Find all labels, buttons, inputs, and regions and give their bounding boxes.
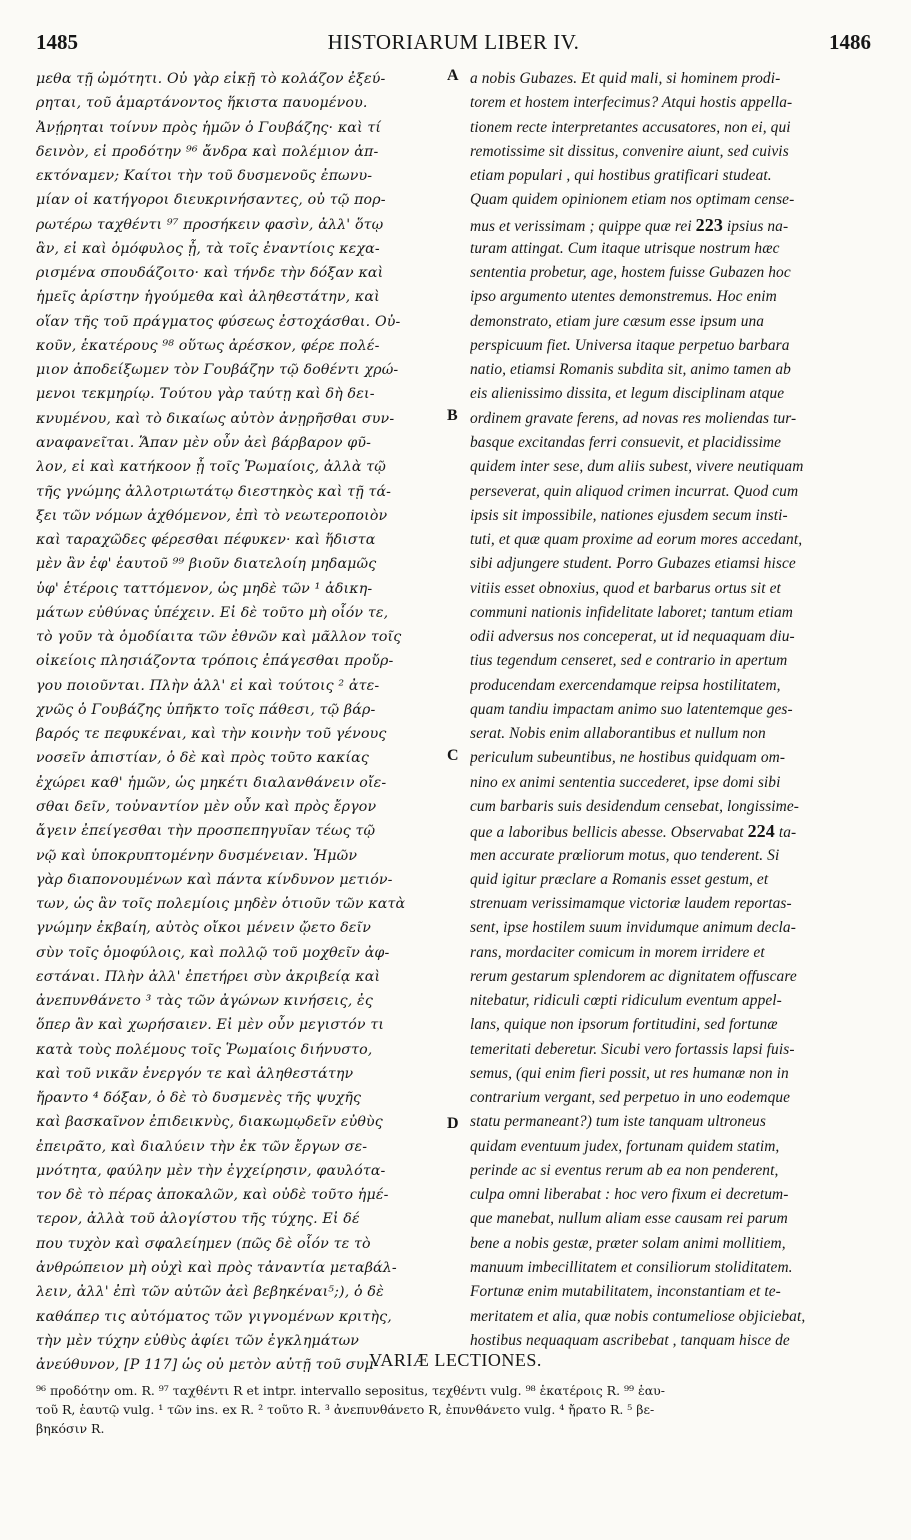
greek-line: κατὰ τοὺς πολέμους τοῖς Ῥωμαίοις διήνυστο, — [36, 1041, 373, 1058]
greek-line: ξει τῶν νόμων ἀχθόμενον, ἐπὶ τὸ νεωτεροποιὸν — [36, 507, 388, 524]
greek-line: τὸ γοῦν τὰ ὁμοδίαιτα τῶν ἐθνῶν καὶ μᾶλλον τοῖς — [36, 629, 402, 646]
greek-line: καὶ βασκαῖνον ἐπιδεικνὺς, διακωμῳδεῖν εὐθὺς — [36, 1114, 383, 1131]
latin-line: perspicuum fiet. Universa itaque perpetuo barbara — [470, 336, 790, 354]
greek-line: βαρός τε πεφυκέναι, καὶ τὴν κοινὴν τοῦ γένους — [36, 726, 387, 743]
greek-line: σὺν τοῖς ὁμοφύλοις, καὶ πολλῷ τοῦ μοχθεῖν ἀφ- — [36, 944, 390, 961]
greek-line: ἡμεῖς ἀρίστην ἡγούμεθα καὶ ἀληθεστάτην, καὶ — [36, 289, 380, 306]
latin-line: rans, mordaciter comicum in morem irridere et — [470, 943, 765, 961]
section-marker-a: A — [447, 67, 459, 84]
section-marker-c: C — [447, 747, 459, 764]
greek-line: ἐχώρει καθ' ἡμῶν, ὡς μηκέτι διαλανθάνειν οἴε- — [36, 774, 387, 791]
greek-text-column — [36, 67, 440, 1377]
greek-line: μιον ἀποδείξωμεν τὸν Γουβάζην τῷ δοθέντι χρώ- — [36, 362, 399, 379]
greek-line: νοσεῖν ἀπιστίαν, ὁ δὲ καὶ πρὸς τοῦτο κακίας — [36, 750, 369, 767]
running-title: HISTORIARUM LIBER IV. — [327, 30, 580, 54]
greek-line: των, ὡς ἂν τοῖς πολεμίοις μηδὲν ὁτιοῦν τῶν κατὰ — [36, 896, 406, 913]
latin-line: que a laboribus bellicis abesse. Observabat 224 ta- — [470, 821, 797, 842]
greek-line: αναφανεῖται. Ἅπαν μὲν οὖν ἀεὶ βάρβαρον φῦ- — [36, 434, 372, 451]
latin-line: meritatem et alia, quæ nobis contumeliose objiciebat, — [470, 1307, 806, 1325]
greek-line: Ἀνῄρηται τοίνυν πρὸς ἡμῶν ὁ Γουβάζης· καὶ τί — [36, 119, 382, 136]
greek-line: ρηται, τοῦ ἁμαρτάνοντος ἥκιστα παυομένου. — [36, 95, 368, 112]
greek-line: σθαι δεῖν, τοὐναντίον μὲν οὖν καὶ πρὸς ἔργον — [36, 798, 377, 815]
variae-lectiones-title: VARIÆ LECTIONES. — [369, 1350, 542, 1370]
latin-line: tius tegendum censeret, sed e contrario in apertum — [470, 652, 788, 670]
latin-line: tuti, et quæ quam proxime ad eorum mores accedant, — [470, 531, 803, 549]
latin-line: remotissime sit dissitus, convenire aiunt, sed cuivis — [470, 142, 789, 160]
greek-line: ἀνεύθυνον, [P 117] ὡς οὐ μετὸν αὐτῇ τοῦ συμ- — [36, 1357, 379, 1374]
latin-line: Fortunæ enim mutabilitatem, inconstantiam et te- — [470, 1283, 781, 1301]
latin-line: statu permaneant?) tum iste tanquam ultroneus — [470, 1113, 766, 1131]
folio-number: 224 — [747, 821, 775, 842]
section-marker-d: D — [447, 1115, 459, 1132]
section-marker-b: B — [447, 407, 458, 424]
greek-line: κνυμένου, καὶ τὸ δικαίως αὐτὸν ἀνῃρῆσθαι συν- — [36, 410, 395, 427]
greek-line: λον, εἰ καὶ κατήκοον ᾖ τοῖς Ῥωμαίοις, ἀλλὰ τῷ — [36, 459, 387, 476]
greek-line: ἤραντο ⁴ δόξαν, ὁ δὲ τὸ δυσμενὲς τῆς ψυχῆς — [36, 1090, 362, 1107]
latin-line: tionem recte interpretantes accusatores, non ei, qui — [470, 118, 791, 136]
latin-line: strenuam verissimamque victoriæ laudem reportas- — [470, 895, 792, 913]
latin-line: contrarium vergant, sed perpetuo in uno eodemque — [470, 1089, 791, 1107]
variae-line: βηκόσιν R. — [36, 1421, 105, 1436]
latin-line: ipsis sit impossibile, nationes ejusdem secum insti- — [470, 506, 788, 524]
greek-line: χνῶς ὁ Γουβάζης ὑπῆκτο τοῖς πάθεσι, τῷ βάρ- — [36, 701, 376, 718]
greek-line: τὴν μὲν τύχην εὐθὺς ἀφίει τῶν ἐγκλημάτων — [36, 1332, 360, 1349]
latin-line: odii adversus nos conceperat, ut id nequaquam diu- — [470, 628, 795, 646]
greek-line: εστάναι. Πλὴν ἀλλ' ἐπετήρει σὺν ἀκριβείᾳ καὶ — [36, 968, 381, 985]
greek-line: μὲν ἂν ἐφ' ἑαυτοῦ ⁹⁹ βιοῦν διατελοίη μηδαμῶς — [36, 556, 377, 573]
latin-line: culpa omni liberabat : hoc vero fixum ei decretum- — [470, 1186, 789, 1204]
greek-line: ἀνεπυνθάνετο ³ τὰς τῶν ἀγώνων κινήσεις, ἐς — [36, 993, 373, 1010]
latin-line: perseverat, quin aliquod crimen incurrat. Quod cum — [470, 482, 799, 500]
latin-line: producendam exercendamque reipsa hostilitatem, — [470, 676, 781, 694]
greek-line: λειν, ἀλλ' ἐπὶ τῶν αὐτῶν ἀεὶ βεβηκέναι⁵;), ὁ δὲ — [36, 1284, 384, 1301]
latin-text-column — [470, 67, 875, 1353]
latin-line: Quam quidem opinionem etiam nos optimam cense- — [470, 191, 795, 209]
variae-line: τοῦ R, ἑαυτῷ vulg. ¹ τῶν ins. ex R. ² τοῦτο R. ³ ἀνεπυνθάνετο R, ἐπυνθάνετο vulg. ⁴ ἤρατο R. ⁵ βε- — [36, 1402, 655, 1417]
variae-lectiones-notes — [36, 1381, 876, 1438]
latin-line: basque excitandas ferri consuevit, et placidissime — [470, 433, 782, 451]
latin-line: lans, quique non ipsorum fortitudini, sed fortunæ — [470, 1016, 778, 1034]
latin-line: natio, etiamsi Romanis subdita sit, animo tamen ab — [470, 361, 791, 379]
latin-line: sententia probetur, age, hostem fuisse Gubazen hoc — [470, 264, 791, 282]
greek-line: μενοι τεκμηρίῳ. Τούτου γὰρ ταύτῃ καὶ δὴ δει- — [36, 386, 375, 403]
latin-line: mus et verissimam ; quippe quæ rei 223 ipsius na- — [470, 214, 789, 235]
latin-line: sent, ipse hostilem suum invidumque animum decla- — [470, 919, 796, 937]
latin-line: rerum gestarum splendorem ac dignitatem offuscare — [470, 967, 797, 985]
greek-line: ρωτέρω ταχθέντι ⁹⁷ προσήκειν φασὶν, ἀλλ' ὅτῳ — [36, 216, 384, 233]
greek-line: ἂν, εἰ καὶ ὁμόφυλος ᾖ, τὰ τοῖς ἐναντίοις κεχα- — [36, 240, 380, 257]
page-header — [36, 30, 871, 60]
greek-line: ὑφ' ἑτέροις ταττόμενον, ὡς μηδὲ τῶν ¹ ἀδικη- — [36, 580, 373, 597]
greek-line: που τυχὸν καὶ σφαλείημεν (πῶς δὲ οἷόν τε τὸ — [36, 1235, 371, 1252]
latin-line: semus, (qui enim fieri possit, ut res humanæ non in — [470, 1064, 789, 1082]
greek-line: μνότητα, φαύλην μὲν τὴν ἐγχείρησιν, φαυλότα- — [36, 1162, 386, 1179]
greek-line: ἀνθρώπειον μὴ οὐχὶ καὶ πρὸς τἀναντία μεταβάλ- — [36, 1260, 397, 1277]
greek-line: οἰκείοις πλησιάζοντα τρόποις ἐπάγεσθαι προὔρ- — [36, 653, 394, 670]
latin-line: men accurate prœliorum motus, quo tenderent. Si — [470, 846, 780, 864]
latin-line: quidam eventuum judex, fortunam quidem statim, — [470, 1137, 780, 1155]
latin-line: a nobis Gubazes. Et quid mali, si hominem prodi- — [470, 70, 781, 87]
greek-line: γου ποιοῦνται. Πλὴν ἀλλ' εἰ καὶ τούτοις ² ἀτε- — [36, 677, 380, 694]
latin-line: temeritati deberetur. Sicubi vero fortassis lapsi fuis- — [470, 1040, 795, 1058]
greek-line: μεθα τῇ ὠμότητι. Οὐ γὰρ εἰκῇ τὸ κολάζον ἐξεύ- — [36, 71, 386, 87]
greek-line: γὰρ διαπονουμένων καὶ πάντα κίνδυνον μετιόν- — [36, 871, 393, 888]
greek-line: καὶ τοῦ νικᾶν ἐνεργόν τε καὶ ἀληθεστάτην — [36, 1065, 354, 1082]
greek-line: κοῦν, ἑκατέρους ⁹⁸ οὕτως ἀρέσκον, φέρε πολέ- — [36, 337, 380, 354]
greek-line: οἵαν τῆς τοῦ πράγματος φύσεως ἐστοχάσθαι. Οὐ- — [36, 313, 401, 330]
greek-line: ὅπερ ἂν καὶ χωρήσαιεν. Εἰ μὲν οὖν μεγιστόν τι — [36, 1017, 385, 1034]
latin-line: nitebatur, ridiculi cœpti ridiculum eventum appel- — [470, 992, 782, 1010]
latin-line: ipso argumento utentes demonstremus. Hoc enim — [470, 288, 777, 306]
latin-line: sibi adjungere student. Porro Gubazes etiamsi hisce — [470, 555, 796, 573]
greek-line: καθάπερ τις αὐτόματος τῶν γιγνομένων κριτὴς, — [36, 1308, 392, 1325]
greek-line: ἐπειρᾶτο, καὶ διαλύειν τὴν ἐκ τῶν ἔργων σε- — [36, 1138, 368, 1155]
greek-line: ἄγειν ἐπείγεσθαι τὴν προσπεπηγυῖαν τέως τῷ — [36, 823, 376, 840]
latin-line: serat. Nobis enim allaborantibus et nullum non — [470, 725, 766, 743]
variae-line: ⁹⁶ προδότην om. R. ⁹⁷ ταχθέντι R et intpr. intervallo sepositus, τεχθέντι vulg. ⁹⁸ ἑκατέροις R. ⁹⁹ ἑαυ- — [36, 1383, 665, 1398]
greek-line: τῆς γνώμης ἀλλοτριωτάτῳ διεστηκὸς καὶ τῇ τά- — [36, 483, 392, 500]
greek-line: μάτων εὐθύνας ὑπέχειν. Εἰ δὲ τοῦτο μὴ οἷόν τε, — [36, 604, 389, 621]
greek-line: τερον, ἀλλὰ τοῦ ἀλογίστου τῆς τύχης. Εἰ δέ — [36, 1211, 360, 1228]
latin-line: etiam populari , qui hostibus gratificari studeat. — [470, 167, 772, 185]
latin-line: ordinem gravate ferens, ad novas res moliendas tur- — [470, 409, 797, 427]
greek-line: εκτόναμεν; Καίτοι τὴν τοῦ δυσμενοῦς ἐπωνυ- — [36, 168, 373, 185]
greek-line: γνώμην ἐκβαίη, αὐτὸς οἴκοι μένειν ᾤετο δεῖν — [36, 920, 372, 937]
greek-line: μίαν οἱ κατήγοροι διευκρινήσαντες, οὐ τῷ πορ- — [36, 192, 386, 209]
page-number-left: 1485 — [36, 30, 78, 54]
latin-line: quam tandiu impactam animo suo latentemque ges- — [470, 700, 793, 718]
latin-line: eis alienissimo dissita, et legum disciplinam atque — [470, 385, 785, 403]
latin-line: periculum subeuntibus, ne hostibus quidquam om- — [470, 749, 786, 767]
greek-line: νῷ καὶ ὑποκρυπτομένην δυσμένειαν. Ἡμῶν — [36, 847, 358, 864]
latin-line: communi nationis infidelitate laboret; tantum etiam — [470, 603, 793, 621]
latin-line: bene a nobis gestæ, præter solam animi mollitiem, — [470, 1234, 786, 1252]
latin-line: perinde ac si eventus rerum ab ea non penderent, — [470, 1161, 779, 1179]
greek-line: καὶ ταραχῶδες φέρεσθαι πέφυκεν· καὶ ἥδιστα — [36, 532, 376, 549]
latin-line: hostibus nequaquam ascribebat , tanquam hisce de — [470, 1331, 790, 1349]
latin-line: que manebat, nullum aliam esse causam rei parum — [470, 1210, 788, 1228]
latin-line: nino ex animi sententia succederet, ipse domi sibi — [470, 773, 781, 791]
latin-line: vitiis esset obnoxius, quod et barbarus ortus sit et — [470, 579, 781, 597]
latin-line: quidem inter sese, dum aliis subest, vivere neutiquam — [470, 458, 804, 476]
latin-line: manuum imbecillitatem et consiliorum stoliditatem. — [470, 1259, 793, 1277]
greek-line: ρισμένα σπουδάζοιτο· καὶ τήνδε τὴν δόξαν καὶ — [36, 265, 384, 282]
folio-number: 223 — [695, 214, 723, 235]
latin-line: cum barbaris suis desidendum censebat, longissime- — [470, 797, 800, 815]
latin-line: quid igitur præclare a Romanis esset gestum, et — [470, 870, 769, 888]
latin-line: torem et hostem interfecimus? Atqui hostis appella- — [470, 94, 793, 112]
greek-line: δεινὸν, εἰ προδότην ⁹⁶ ἄνδρα καὶ πολέμιον ἀπ- — [36, 143, 379, 160]
greek-line: τον δὲ τὸ πέρας ἀποκαλῶν, καὶ οὐδὲ τοῦτο ἡμέ- — [36, 1187, 389, 1204]
page-number-right: 1486 — [829, 30, 871, 54]
latin-line: demonstrato, etiam jure cæsum esse ipsum una — [470, 312, 765, 330]
latin-line: turam attingat. Cum itaque utrisque nostrum hæc — [470, 239, 780, 257]
